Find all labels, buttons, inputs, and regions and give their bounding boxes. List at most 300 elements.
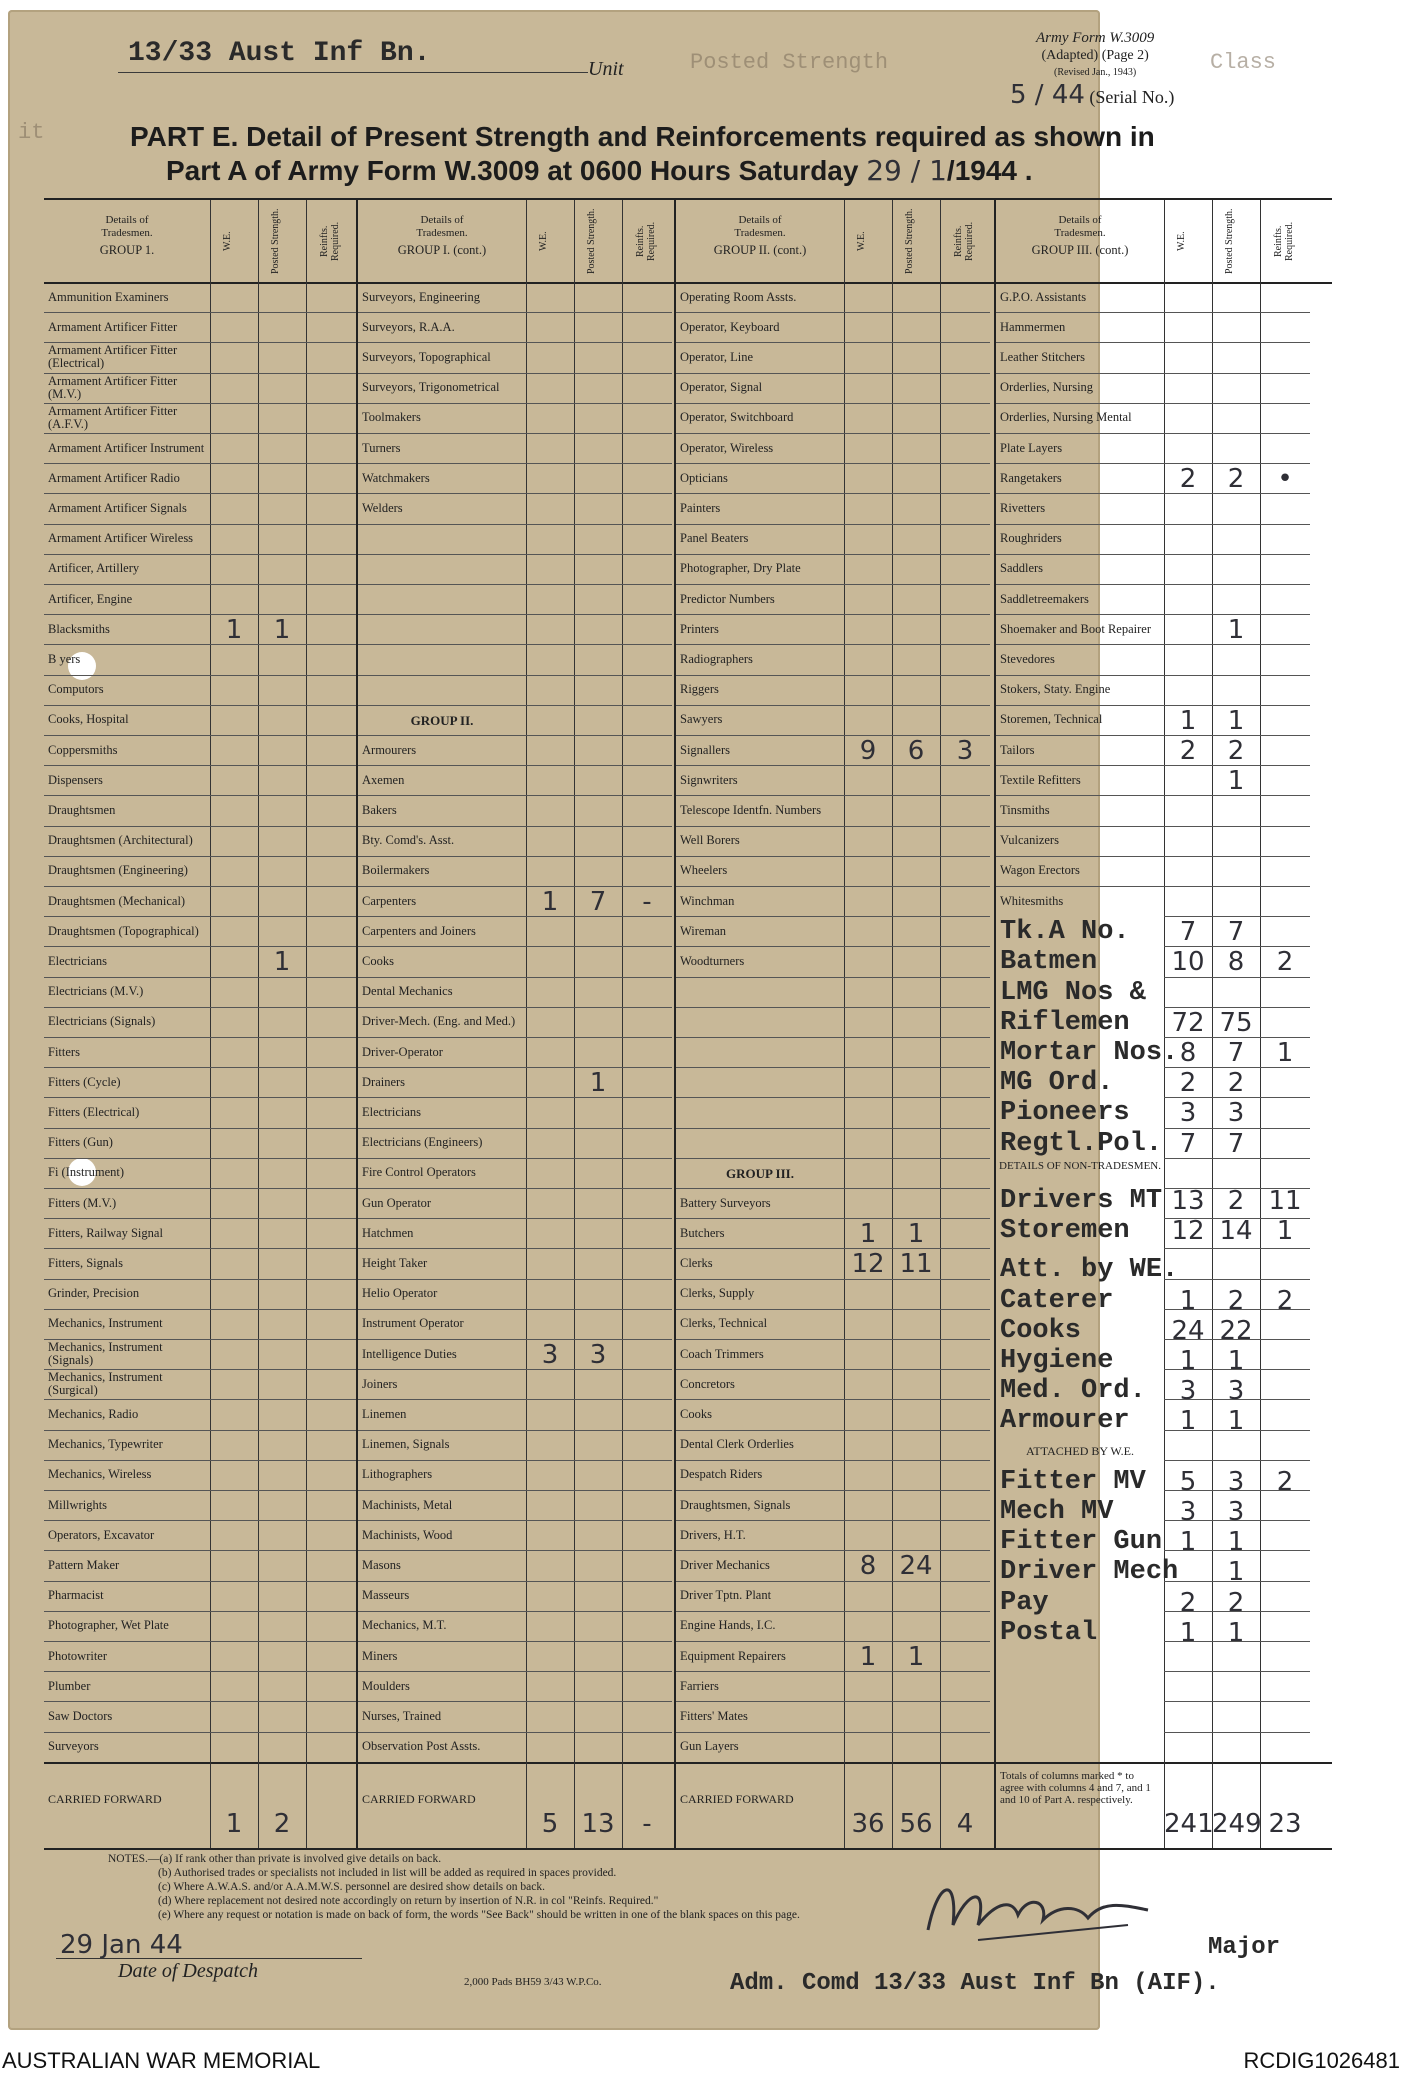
value-we: 2: [1179, 464, 1197, 495]
trade-name: Mechanics, Typewriter: [48, 1437, 163, 1452]
value-ps: 1: [1227, 615, 1245, 646]
column-divider: [210, 200, 211, 1848]
trade-name: Pattern Maker: [48, 1557, 120, 1572]
carried-forward-re: 4: [956, 1808, 974, 1839]
trade-name: Driver Mechanics: [680, 1557, 770, 1572]
note-line: (c) Where A.W.A.S. and/or A.A.M.W.S. personnel are desired show details on back.: [158, 1881, 545, 1893]
value-ps: 24: [899, 1551, 933, 1582]
value-ps: 1: [1227, 766, 1245, 797]
trade-name: Draughtsmen (Mechanical): [48, 893, 186, 908]
value-ps: 1: [273, 615, 291, 646]
column-header-details: Details of Tradesmen. GROUP I. (cont.): [397, 214, 487, 257]
typed-value-we: 12: [1171, 1216, 1205, 1247]
trade-name: Mechanics, Instrument (Signals): [48, 1340, 163, 1368]
trade-name: Drainers: [362, 1074, 406, 1089]
title-date: 29 / 1: [866, 154, 947, 187]
bleed-through-text: Posted Strength: [690, 50, 889, 75]
trade-name: Plumber: [48, 1678, 91, 1693]
carried-forward-we: 5: [541, 1808, 559, 1839]
trade-name: Sawyers: [680, 712, 723, 727]
typed-value-we: 5: [1179, 1466, 1197, 1497]
typed-value-ps: 3: [1227, 1098, 1245, 1129]
row-rule: [676, 1128, 990, 1129]
trade-name: Leather Stitchers: [1000, 349, 1086, 364]
trade-name: Rangetakers: [1000, 470, 1062, 485]
value-re: -: [642, 887, 652, 917]
trade-name: Height Taker: [362, 1255, 428, 1270]
trade-name: Machinists, Wood: [362, 1527, 453, 1542]
trade-name: Dental Mechanics: [362, 984, 453, 999]
trade-name: Drivers, H.T.: [680, 1527, 746, 1542]
trade-name: Roughriders: [1000, 531, 1062, 546]
typed-row-name: Regtl.Pol.: [1000, 1128, 1163, 1159]
trade-name: Mechanics, Instrument (Surgical): [48, 1370, 163, 1398]
trade-name: Clerks, Technical: [680, 1316, 768, 1331]
trade-name: Armament Artificer Wireless: [48, 531, 194, 546]
typed-row-name: Fitter MV: [1000, 1466, 1146, 1497]
trade-name: G.P.O. Assistants: [1000, 289, 1087, 304]
block-divider: [674, 200, 676, 1848]
typed-row-name: Armourer: [1000, 1406, 1130, 1437]
trade-name: Cooks, Hospital: [48, 712, 129, 727]
trade-name: Concretors: [680, 1376, 735, 1391]
typed-value-we: 1: [1179, 1617, 1197, 1648]
trade-name: Hatchmen: [362, 1225, 414, 1240]
column-header-reinfts: Reinfts. Required.: [953, 221, 975, 261]
trade-name: Stokers, Staty. Engine: [1000, 682, 1111, 697]
typed-row-name: Postal: [1000, 1617, 1098, 1648]
trade-name: Saw Doctors: [48, 1708, 113, 1723]
trade-name: Rivetters: [1000, 500, 1046, 515]
unit-name: 13/33 Aust Inf Bn.: [128, 38, 431, 69]
value-we: 8: [859, 1551, 877, 1582]
trade-name: Photowriter: [48, 1648, 108, 1663]
signature: [918, 1870, 1158, 1950]
value-ps: 1: [589, 1068, 607, 1099]
trade-name: Operator, Switchboard: [680, 410, 794, 425]
trade-name: Lithographers: [362, 1467, 433, 1482]
trade-name: Draughtsmen, Signals: [680, 1497, 791, 1512]
group-heading: GROUP III.: [726, 1165, 794, 1181]
trade-name: Equipment Repairers: [680, 1648, 786, 1663]
bleed-through-text: it: [18, 120, 45, 145]
column-divider: [306, 200, 307, 1848]
typed-value-ps: 3: [1227, 1497, 1245, 1528]
trade-name: Fi (Instrument): [48, 1165, 125, 1180]
carried-forward-rule: [44, 1762, 1332, 1764]
column-divider: [844, 200, 845, 1848]
column-header-we: W.E.: [222, 231, 233, 251]
typed-row-name: Cooks: [1000, 1315, 1082, 1346]
carried-forward-ps: 249: [1212, 1808, 1262, 1839]
typed-row-name: Batmen: [1000, 947, 1098, 978]
trade-name: Armament Artificer Fitter: [48, 319, 178, 334]
printer-imprint: 2,000 Pads BH59 3/43 W.P.Co.: [464, 1976, 602, 1988]
trade-name: Operator, Keyboard: [680, 319, 780, 334]
trade-name: Armament Artificer Radio: [48, 470, 180, 485]
trade-name: Machinists, Metal: [362, 1497, 453, 1512]
column-divider: [258, 200, 259, 1848]
value-ps: 6: [907, 736, 925, 766]
typed-row-name: Fitter Gun: [1000, 1527, 1163, 1558]
column-header-posted: Posted Strength.: [904, 208, 915, 274]
bleed-through-text: Class: [1210, 50, 1277, 75]
row-rule: [1164, 1671, 1310, 1672]
note-line: (e) Where any request or notation is made on back of form, the words "See Back" should be written in one of the blank spaces on this page.: [158, 1909, 800, 1921]
row-rule: [358, 644, 672, 645]
trade-name: Orderlies, Nursing Mental: [1000, 410, 1132, 425]
typed-value-ps: 7: [1227, 1038, 1245, 1068]
value-ps: 1: [907, 1219, 925, 1250]
trade-name: Bakers: [362, 802, 397, 817]
trade-name: Photographer, Wet Plate: [48, 1618, 169, 1633]
trade-name: Shoemaker and Boot Repairer: [1000, 621, 1151, 636]
trade-name: Fitters' Mates: [680, 1708, 748, 1723]
typed-value-re: 2: [1276, 947, 1294, 978]
typed-value-we: 2: [1179, 1587, 1197, 1618]
column-header-reinfts: Reinfts. Required.: [319, 221, 341, 261]
trade-name: Despatch Riders: [680, 1467, 763, 1482]
column-header-posted: Posted Strength.: [1224, 208, 1235, 274]
trade-name: Toolmakers: [362, 410, 421, 425]
unit-label: Unit: [588, 58, 624, 80]
trade-name: Painters: [680, 500, 721, 515]
typed-value-we: 1: [1179, 1406, 1197, 1437]
trade-name: Wagon Erectors: [1000, 863, 1080, 878]
typed-row-name: LMG Nos &: [1000, 977, 1146, 1008]
trade-name: Boilermakers: [362, 863, 430, 878]
trade-name: Observation Post Assts.: [362, 1739, 481, 1754]
row-rule: [676, 1007, 990, 1008]
column-header-we: W.E.: [538, 231, 549, 251]
value-ps: 1: [907, 1642, 925, 1672]
value-ps: 7: [589, 887, 607, 917]
typed-value-we: 3: [1179, 1497, 1197, 1528]
notes-block: [108, 1852, 800, 1922]
trade-name: Saddletreemakers: [1000, 591, 1089, 606]
trade-name: Surveyors, R.A.A.: [362, 319, 455, 334]
typed-value-ps: 7: [1227, 1128, 1245, 1159]
trade-name: Cooks: [362, 953, 394, 968]
carried-forward-ps: 2: [273, 1808, 291, 1839]
typed-value-re: 11: [1268, 1185, 1302, 1216]
typed-value-we: 1: [1179, 1346, 1197, 1377]
signatory-rank: Major: [1208, 1934, 1281, 1961]
row-rule: [358, 675, 672, 676]
carried-forward-re: 23: [1268, 1808, 1302, 1839]
trade-name: Storemen, Technical: [1000, 712, 1103, 727]
typed-value-we: 2: [1179, 1068, 1197, 1099]
value-we: 1: [225, 615, 243, 646]
carried-forward-label: CARRIED FORWARD: [680, 1791, 794, 1806]
trade-name: Electricians: [362, 1104, 421, 1119]
trade-name: B yers: [48, 651, 81, 666]
trade-name: Telescope Identfn. Numbers: [680, 802, 822, 817]
serial-label: (Serial No.): [1089, 87, 1175, 107]
trade-name: Bty. Comd's. Asst.: [362, 833, 455, 848]
trade-name: Cooks: [680, 1406, 712, 1421]
trade-name: Riggers: [680, 682, 719, 697]
typed-value-we: 24: [1171, 1315, 1205, 1346]
trade-name: Masseurs: [362, 1588, 410, 1603]
trade-name: Fitters (Gun): [48, 1135, 113, 1150]
trade-name: Linemen, Signals: [362, 1437, 450, 1452]
trade-name: Wireman: [680, 923, 727, 938]
trade-name: Signwriters: [680, 772, 738, 787]
trade-name: Electricians: [48, 953, 107, 968]
trade-name: Orderlies, Nursing: [1000, 380, 1094, 395]
row-rule: [1164, 1248, 1310, 1249]
trade-name: Wheelers: [680, 863, 728, 878]
row-rule: [1164, 1732, 1310, 1733]
trade-name: Well Borers: [680, 833, 740, 848]
trade-name: Armament Artificer Instrument: [48, 440, 205, 455]
typed-value-ps: 8: [1227, 947, 1245, 978]
trade-name: Hammermen: [1000, 319, 1066, 334]
reference-caption: RCDIG1026481: [1243, 2048, 1400, 2073]
column-header-reinfts: Reinfts. Required.: [635, 221, 657, 261]
trade-name: Mechanics, Instrument: [48, 1316, 163, 1331]
typed-value-we: 1: [1179, 1285, 1197, 1316]
serial-number: [1010, 80, 1174, 110]
trade-name: Draughtsmen (Engineering): [48, 863, 188, 878]
trade-name: Fitters, Railway Signal: [48, 1225, 163, 1240]
typed-value-we: 7: [1179, 917, 1197, 948]
carried-forward-we: 241: [1164, 1808, 1214, 1839]
column-divider: [940, 200, 941, 1848]
trade-name: Mechanics, Wireless: [48, 1467, 152, 1482]
trade-name: Driver-Mech. (Eng. and Med.): [362, 1014, 516, 1029]
trade-name: Coach Trimmers: [680, 1346, 764, 1361]
typed-value-we: 1: [1179, 1527, 1197, 1558]
carried-forward-ps: 13: [581, 1808, 615, 1839]
trade-name: Computors: [48, 682, 104, 697]
unit-underline: [118, 72, 588, 73]
typed-row-name: Riflemen: [1000, 1007, 1130, 1038]
trade-name: Electricians (Engineers): [362, 1135, 483, 1150]
trade-name: Armament Artificer Fitter (Electrical): [48, 343, 178, 371]
strength-table: [44, 198, 1332, 1850]
value-we: 3: [541, 1340, 559, 1370]
form-reference: Army Form W.3009 (Adapted) (Page 2) (Revised Jan., 1943): [1036, 30, 1155, 78]
row-rule: [358, 705, 672, 706]
group-heading: GROUP II.: [410, 712, 474, 728]
carried-forward-we: 36: [851, 1808, 885, 1839]
serial-hand: 5 / 44: [1010, 80, 1085, 110]
trade-name: Opticians: [680, 470, 728, 485]
trade-name: Fitters (M.V.): [48, 1195, 117, 1210]
typed-value-ps: 3: [1227, 1466, 1245, 1497]
trade-name: Surveyors, Engineering: [362, 289, 481, 304]
column-header-we: W.E.: [1176, 231, 1187, 251]
trade-name: Instrument Operator: [362, 1316, 464, 1331]
value-ps: 2: [1227, 736, 1245, 766]
trade-name: Artificer, Engine: [48, 591, 133, 606]
trade-name: Radiographers: [680, 651, 753, 666]
typed-value-ps: 1: [1227, 1406, 1245, 1437]
carried-forward-we: 1: [225, 1808, 243, 1839]
trade-name: Dispensers: [48, 772, 103, 787]
trade-name: Pharmacist: [48, 1588, 104, 1603]
typed-row-name: MG Ord.: [1000, 1068, 1114, 1099]
trade-name: Armament Artificer Signals: [48, 500, 187, 515]
trade-name: Fitters (Electrical): [48, 1104, 140, 1119]
row-rule: [676, 1037, 990, 1038]
note-line: NOTES.—(a) If rank other than private is involved give details on back.: [108, 1853, 442, 1865]
trade-name: Gun Layers: [680, 1739, 739, 1754]
value-we: 2: [1179, 736, 1197, 766]
trade-name: Battery Surveyors: [680, 1195, 771, 1210]
note-line: (d) Where replacement not desired note accordingly on return by insertion of N.R. in col "Reinfs. Required.": [158, 1895, 659, 1907]
trade-name: Watchmakers: [362, 470, 430, 485]
trade-name: Tailors: [1000, 742, 1035, 757]
typed-value-ps: 1: [1227, 1527, 1245, 1558]
trade-name: Driver Tptn. Plant: [680, 1588, 772, 1603]
trade-name: Ammunition Examiners: [48, 289, 169, 304]
value-re: 3: [956, 736, 974, 766]
value-we: 1: [1179, 705, 1197, 736]
typed-row-name: Tk.A No.: [1000, 917, 1130, 948]
trade-name: Operator, Wireless: [680, 440, 774, 455]
typed-row-name: Drivers MT: [1000, 1185, 1163, 1216]
trade-name: Intelligence Duties: [362, 1346, 457, 1361]
typed-row-name: Hygiene: [1000, 1346, 1114, 1377]
trade-name: Woodturners: [680, 953, 745, 968]
typed-value-we: 72: [1171, 1007, 1205, 1038]
typed-value-ps: 2: [1227, 1068, 1245, 1099]
trade-name: Gun Operator: [362, 1195, 432, 1210]
block-divider: [994, 200, 996, 1848]
typed-value-ps: 7: [1227, 917, 1245, 948]
trade-name: Electricians (M.V.): [48, 984, 144, 999]
trade-name: Axemen: [362, 772, 405, 787]
trade-name: Tinsmiths: [1000, 802, 1050, 817]
trade-name: Fitters (Cycle): [48, 1074, 121, 1089]
row-rule: [676, 1158, 990, 1159]
carried-forward-label: CARRIED FORWARD: [362, 1791, 476, 1806]
trade-name: Vulcanizers: [1000, 833, 1059, 848]
typed-value-re: 2: [1276, 1466, 1294, 1497]
block-divider: [356, 200, 358, 1848]
trade-name: Mechanics, Radio: [48, 1406, 139, 1421]
value-we: 1: [859, 1642, 877, 1672]
note-line: (b) Authorised trades or specialists not included in list will be added as required in spaces provided.: [158, 1867, 617, 1879]
typed-value-ps: 1: [1227, 1557, 1245, 1588]
typed-row-name: Driver Mech: [1000, 1557, 1179, 1588]
typed-row-name: Att. by WE.: [1000, 1255, 1179, 1286]
trade-name: Miners: [362, 1648, 398, 1663]
trade-name: Surveyors: [48, 1739, 99, 1754]
row-rule: [358, 554, 672, 555]
trade-name: Surveyors, Trigonometrical: [362, 380, 500, 395]
row-rule: [358, 584, 672, 585]
trade-name: Whitesmiths: [1000, 893, 1064, 908]
trade-name: Textile Refitters: [1000, 772, 1081, 787]
trade-name: Operating Room Assts.: [680, 289, 797, 304]
value-ps: 1: [273, 947, 291, 978]
typed-value-ps: 3: [1227, 1376, 1245, 1407]
typed-value-ps: 14: [1219, 1216, 1253, 1247]
trade-name: Clerks: [680, 1255, 713, 1270]
value-re: •: [1277, 464, 1293, 495]
column-header-details: Details of Tradesmen. GROUP 1.: [99, 214, 155, 257]
typed-value-we: 10: [1171, 947, 1205, 978]
trade-name: Operator, Signal: [680, 380, 763, 395]
typed-value-we: 8: [1179, 1038, 1197, 1068]
trade-name: Draughtsmen (Architectural): [48, 833, 193, 848]
typed-row-name: Mech MV: [1000, 1497, 1114, 1528]
column-header-details: Details of Tradesmen. GROUP III. (cont.): [1031, 214, 1129, 257]
value-we: 1: [541, 887, 559, 917]
trade-name: Helio Operator: [362, 1286, 438, 1301]
trade-name: Blacksmiths: [48, 621, 110, 636]
trade-name: Winchman: [680, 893, 735, 908]
typed-row-name: Med. Ord.: [1000, 1376, 1146, 1407]
trade-name: Joiners: [362, 1376, 398, 1391]
column-header-details: Details of Tradesmen. GROUP II. (cont.): [713, 214, 807, 257]
trade-name: Grinder, Precision: [48, 1286, 140, 1301]
trade-name: Fire Control Operators: [362, 1165, 476, 1180]
row-rule: [358, 524, 672, 525]
value-ps: 2: [1227, 464, 1245, 495]
despatch-underline: [56, 1958, 362, 1959]
totals-note: Totals of columns marked * to agree with columns 4 and 7, and 1 and 10 of Part A. respectively.: [1000, 1769, 1151, 1806]
value-ps: 3: [589, 1340, 607, 1370]
trade-name: Carpenters and Joiners: [362, 923, 476, 938]
trade-name: Clerks, Supply: [680, 1286, 755, 1301]
trade-name: Draughtsmen (Topographical): [48, 923, 199, 938]
trade-name: Linemen: [362, 1406, 407, 1421]
column-divider: [622, 200, 623, 1848]
value-ps: 11: [899, 1249, 933, 1280]
trade-name: Artificer, Artillery: [48, 561, 140, 576]
trade-name: Engine Hands, I.C.: [680, 1618, 776, 1633]
column-header-posted: Posted Strength.: [270, 208, 281, 274]
trade-name: Armament Artificer Fitter (A.F.V.): [48, 403, 178, 431]
typed-row-name: Pioneers: [1000, 1098, 1130, 1129]
trade-name: Millwrights: [48, 1497, 108, 1512]
column-divider: [574, 200, 575, 1848]
trade-name: Armament Artificer Fitter (M.V.): [48, 373, 178, 401]
trade-name: Predictor Numbers: [680, 591, 775, 606]
typed-value-we: 3: [1179, 1098, 1197, 1129]
attached-label: ATTACHED BY W.E.: [1026, 1443, 1134, 1458]
trade-name: Panel Beaters: [680, 531, 749, 546]
trade-name: Welders: [362, 500, 403, 515]
typed-value-ps: 2: [1227, 1285, 1245, 1316]
typed-value-ps: 1: [1227, 1617, 1245, 1648]
trade-name: Driver-Operator: [362, 1044, 443, 1059]
row-rule: [358, 614, 672, 615]
trade-name: Butchers: [680, 1225, 725, 1240]
trade-name: Dental Clerk Orderlies: [680, 1437, 794, 1452]
column-header-posted: Posted Strength.: [586, 208, 597, 274]
typed-row-name: Pay: [1000, 1587, 1049, 1618]
typed-value-we: 7: [1179, 1128, 1197, 1159]
trade-name: Surveyors, Topographical: [362, 349, 491, 364]
trade-name: Printers: [680, 621, 719, 636]
row-rule: [1164, 1460, 1310, 1461]
trade-name: Signallers: [680, 742, 730, 757]
column-divider: [1260, 200, 1261, 1848]
trade-name: Turners: [362, 440, 401, 455]
row-rule: [676, 1067, 990, 1068]
trade-name: Coppersmiths: [48, 742, 118, 757]
adm-command: Adm. Comd 13/33 Aust Inf Bn (AIF).: [730, 1970, 1220, 1997]
trade-name: Nurses, Trained: [362, 1708, 442, 1723]
typed-row-name: Mortar Nos.: [1000, 1038, 1179, 1068]
typed-value-ps: 2: [1227, 1185, 1245, 1216]
